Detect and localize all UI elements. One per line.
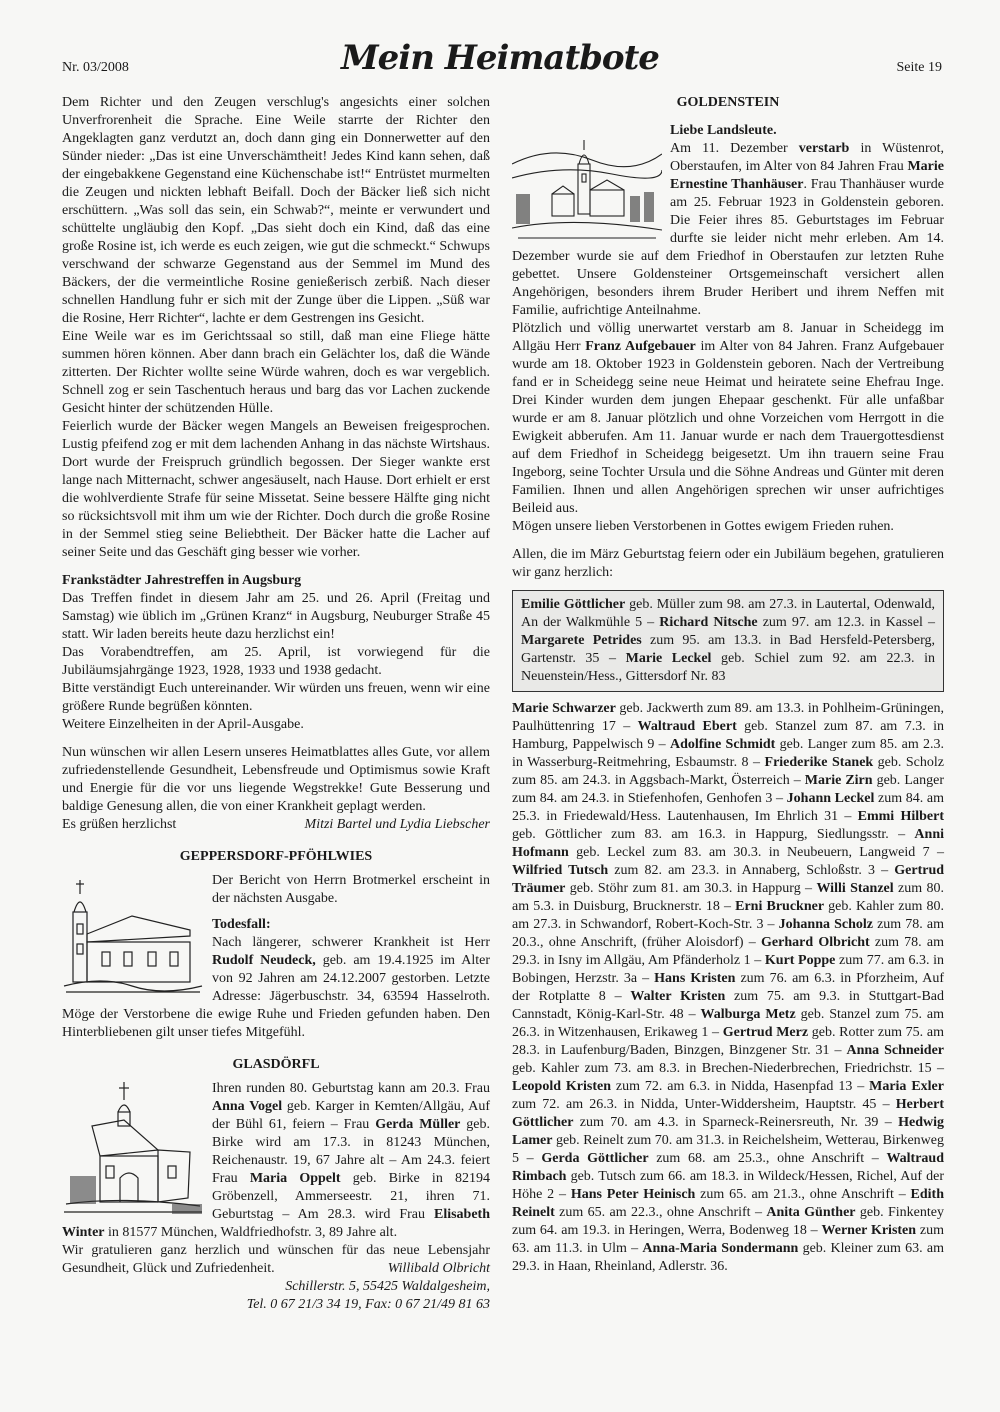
birthday-detail: geb. Kahler zum 73. am 8.3. in Brechen-Niederbrechen, Friedrichstr. 15 –	[512, 1061, 944, 1076]
person-name: Marie Leckel	[625, 651, 712, 666]
person-name: Anna Schneider	[846, 1043, 944, 1058]
person-name: Willi Stanzel	[816, 881, 894, 896]
birthday-detail: geb. Stöhr zum 81. am 30.3. in Happurg –	[565, 881, 817, 896]
birthday-detail: zum 77. am 6.3. in Bobingen, Herzstr. 3a –	[512, 953, 944, 986]
person-name: Maria Exler	[869, 1079, 944, 1094]
person-name: Hans Kristen	[654, 971, 736, 986]
birthday-detail: geb. Langer zum 84. am 24.3. in Stiefenhofen, Genhofen 3 –	[512, 773, 944, 806]
death-notice-text: Nach längerer, schwerer Krankheit ist Herr Rudolf Neudeck, geb. am 19.4.1925 im Alter von 92 Jahren am 24.12.2007 gestorben. Letzte Adresse: Jägerbuschstr. 34, 63594 Hasselroth. Möge der Verstorbene die ewige Ruhe und Frieden gefunden haben. Den Hinterbliebenen gilt unser tiefes Mitgefühl.	[62, 935, 490, 1040]
person-name: Erni Bruckner	[735, 899, 825, 914]
frankstaedter-heading: Frankstädter Jahrestreffen in Augsburg	[62, 573, 302, 588]
deceased-name: Rudolf Neudeck,	[212, 953, 316, 968]
page-number: Seite 19	[896, 60, 942, 75]
birthday-detail: geb. Langer zum 85. am 2.3. in Wasserburg-Reitmehring, Esbaumstr. 8 –	[512, 737, 944, 770]
person-name: Walburga Metz	[700, 1007, 796, 1022]
obituary-thanhaeuser: Am 11. Dezember verstarb in Wüstenrot, Oberstaufen, im Alter von 84 Jahren Frau Marie Ernestine Thanhäuser. Frau Thanhäuser wurde am 25. Februar 1923 in Goldenstein geboren. Die Feier ihres 85. Geburtstages im Februar durfte sie leider nicht mehr erleben. Am 14. Dezember wurde sie auf dem Friedhof in Oberstaufen zur letzten Ruhe gebettet. Unsere Goldensteiner Ortsgemeinschaft versichert allen Angehörigen, besonders ihrem Bruder Heribert und ihrem Neffen mit Familie, aufrichtige Anteilnahme.	[512, 141, 944, 318]
birthday-detail: geb. Stanzel zum 87. am 7.3. in Hamburg, Pappelwisch 9 –	[512, 719, 944, 752]
birthday-detail: zum 78. am 20.3., ohne Anschrift, (früher Aloisdorf) –	[512, 917, 944, 950]
person-name: Walter Kristen	[630, 989, 726, 1004]
birthday-intro: Allen, die im März Geburtstag feiern oder ein Jubiläum begehen, gratulieren wir ganz herzlich:	[512, 547, 944, 580]
church-illustration	[62, 872, 204, 996]
person-name: Hedwig Lamer	[512, 1115, 944, 1148]
person-name: Gertrud Merz	[722, 1025, 809, 1040]
person-name: Margarete Petrides	[521, 633, 642, 648]
goldenstein-heading: GOLDENSTEIN	[676, 95, 780, 110]
person-name: Herbert Göttlicher	[512, 1097, 944, 1130]
birthday-detail: geb. Kahler zum 80. am 27.3. in Schwandorf, Robert-Koch-Str. 3 –	[512, 899, 944, 932]
glasdoerfl-address: Schillerstr. 5, 55425 Waldalgesheim,	[285, 1279, 490, 1294]
birthday-detail: zum 68. am 25.3., ohne Anschrift –	[648, 1151, 887, 1166]
person-name: Johanna Scholz	[778, 917, 873, 932]
condolence-line: Mögen unsere lieben Verstorbenen in Gottes ewigem Frieden ruhen.	[512, 519, 894, 534]
birthday-detail: zum 72. am 26.3. in Nidda, Unter-Widdersheim, Hauptstr. 45 –	[512, 1097, 896, 1112]
person-name: Edith Reinelt	[512, 1187, 945, 1220]
birthday-detail: geb. Göttlicher zum 83. am 16.3. in Happurg, Siedlungsstr. –	[512, 827, 915, 842]
person-name: Gerhard Olbricht	[761, 935, 870, 950]
story-paragraph: Feierlich wurde der Bäcker wegen Mangels an Beweisen freigesprochen. Lustig pfeifend zog er mit dem lachenden Anhang in das nächste Wirtshaus. Dort wurde der Freispruch gründlich begossen. Der Sieger wankte erst lange nach Mitternacht, schwer angesäuselt, nach Hause. Dort erhielt er erst die wohlverdiente Strafe für seine Missetat. Seine bessere Hälfte ging nicht so rücksichtsvoll mit ihm um wie der Richter. Doch durch die große Rosine in der Semmel stieg seine Beliebtheit. Der Bäcker hatte die Lacher auf seiner Seite und das Geschäft ging besser wie vorher.	[62, 419, 490, 560]
birthday-detail: geb. Tutsch zum 66. am 18.3. in Wildeck/Hessen, Richel, Auf der Höhe 2 –	[512, 1169, 944, 1202]
person-name: Franz Aufgebauer	[585, 339, 696, 354]
glasdoerfl-birthdays: Ihren runden 80. Geburtstag kann am 20.3. Frau Anna Vogel geb. Karger in Kemten/Allgäu, Auf der Bühl 61, feiern – Frau Gerda Müller geb. Birke wird am 17.3. in 81243 München, Reichenaustr. 19, 67 Jahre alt – Am 24.3. feiert Frau Maria Oppelt geb. Birke in 82194 Gröbenzell, Ammerseestr. 21, ihren 71. Geburtstag – Am 28.3. wird Frau Elisabeth Winter in 81577 München, Waldfriedhofstr. 3, 89 Jahre alt.	[62, 1081, 491, 1240]
birthday-detail: zum 84. am 25.3. in Friedewald/Hess. Lautenhausen, Im Ehrlich 31 –	[512, 791, 944, 824]
birthday-detail: geb. Reinelt zum 70. am 31.3. in Reichelsheim, Wetterau, Birkenweg 5 –	[512, 1133, 944, 1166]
glasdoerfl-phone: Tel. 0 67 21/3 34 19, Fax: 0 67 21/49 81 63	[246, 1297, 490, 1312]
person-name: Marie Schwarzer	[512, 701, 616, 716]
left-column	[62, 94, 490, 1314]
obituary-aufgebauer: Plötzlich und völlig unerwartet verstarb am 8. Januar in Scheidegg im Allgäu Herr Franz Aufgebauer im Alter von 84 Jahren. Franz Aufgebauer wurde am 18. Oktober 1923 in Goldenstein geboren. Nach der Vertreibung fand er in Scheidegg seine neue Heimat und heiratete seine Ehefrau Inge. Drei Kinder wurden dem jungen Ehepaar geschenkt. Für alle unfaßbar wurde er am 8. Januar plötzlich und ohne Vorzeichen vom Herrgott in die Ewigkeit abberufen. Am 11. Januar wurde er nach dem Trauergottesdienst auf dem Friedhof in Scheidegg beigesetzt. Um ihn trauern seine Frau Ingeborg, seine Tochter Ursula und die Söhne Andreas und Günter mit deren Familien. Ihnen und allen Angehörigen sprechen wir unser aufrichtiges Beileid aus.	[512, 321, 944, 516]
death-notice-heading: Todesfall:	[212, 917, 271, 932]
issue-number: Nr. 03/2008	[62, 60, 129, 75]
goldenstein-greeting: Liebe Landsleute.	[670, 123, 777, 138]
frankstaedter-paragraph: Weitere Einzelheiten in der April-Ausgabe.	[62, 717, 304, 732]
glasdoerfl-heading: GLASDÖRFL	[232, 1057, 320, 1072]
masthead-title: Mein Heimatbote	[341, 38, 659, 78]
glasdoerfl-wishes: Wir gratulieren ganz herzlich und wünschen für das neue Lebensjahr Gesundheit, Glück und Zufriedenheit.	[62, 1243, 490, 1276]
birthday-detail: zum 63. am 11.3. in Ulm –	[512, 1223, 944, 1256]
person-name: Gerda Müller	[375, 1117, 461, 1132]
birthday-highlight-box: Emilie Göttlicher geb. Müller zum 98. am 27.3. in Lautertal, Odenwald, An der Walkmühle 5 – Richard Nitsche zum 97. am 12.3. in Kassel – Margarete Petrides zum 95. am 13.3. in Bad Hersfeld-Petersberg, Gartenstr. 35 – Marie Leckel geb. Schiel zum 92. am 22.3. in Neuenstein/Hess., Gittersdorf Nr. 83	[512, 590, 944, 692]
birthday-detail: geb. Rotter zum 75. am 28.3. in Laufenburg/Baden, Binzgen, Binzgener Str. 31 –	[512, 1025, 944, 1058]
geppersdorf-note: Der Bericht von Herrn Brotmerkel erscheint in der nächsten Ausgabe.	[212, 873, 490, 906]
person-name: Maria Oppelt	[249, 1171, 341, 1186]
frankstaedter-paragraph: Bitte verständigt Euch untereinander. Wir würden uns freuen, wenn wir eine größere Runde begrüßen könnten.	[62, 681, 490, 714]
birthday-detail: zum 75. am 9.3. in Stuttgart-Bad Cannstadt, König-Karl-Str. 48 –	[512, 989, 945, 1022]
birthday-detail: geb. Scholz zum 85. am 24.3. in Aggsbach-Markt, Österreich –	[512, 755, 944, 788]
glasdoerfl-signature: Willibald Olbricht	[387, 1261, 490, 1276]
birthday-detail: zum 65. am 21.3., ohne Anschrift –	[695, 1187, 911, 1202]
greeting-text: Es grüßen herzlichst	[62, 817, 177, 832]
person-name: Emilie Göttlicher	[521, 597, 626, 612]
greeting-signature: Mitzi Bartel und Lydia Liebscher	[304, 817, 490, 832]
person-name: Elisabeth Winter	[62, 1207, 490, 1240]
person-name: Marie Zirn	[804, 773, 873, 788]
person-name: Hans Peter Heinisch	[570, 1187, 696, 1202]
person-name: Emmi Hilbert	[857, 809, 944, 824]
birthday-detail: zum 70. am 4.3. in Sparneck-Reinersreuth, Nr. 39 –	[573, 1115, 899, 1130]
person-name: Leopold Kristen	[512, 1079, 612, 1094]
person-name: Gerda Göttlicher	[541, 1151, 649, 1166]
person-name: Anna Vogel	[212, 1099, 283, 1114]
person-name: Richard Nitsche	[659, 615, 758, 630]
chapel-illustration	[62, 1080, 204, 1222]
glasdoerfl-section	[62, 1080, 490, 1314]
person-name: Marie Ernestine Thanhäuser	[670, 159, 944, 192]
person-name: Friederike Stanek	[764, 755, 874, 770]
wishes-paragraph: Nun wünschen wir allen Lesern unseres Heimatblattes alles Gute, vor allem zufriedenstellende Gesundheit, Lebensfreude und Optimismus sowie Kraft und Energie für die vor uns liegende Wegstrekke! Gute Besserung und baldige Genesung allen, die von einer Krankheit geplagt werden.	[62, 745, 490, 814]
person-name: Adolfine Schmidt	[669, 737, 776, 752]
person-name: Anita Günther	[766, 1205, 856, 1220]
person-name: Anni Hofmann	[512, 827, 944, 860]
birthday-detail: geb. Jackwerth zum 89. am 13.3. in Pohlheim-Grüningen, Paulhüttenring 17 –	[512, 701, 944, 734]
person-name: Kurt Poppe	[764, 953, 836, 968]
birthday-detail: zum 65. am 22.3., ohne Anschrift –	[554, 1205, 767, 1220]
story-paragraph: Dem Richter und den Zeugen verschlug's angesichts einer solchen Unverfrorenheit die Sprache. Eine Weile starrte der Richter den Angeklagten ganz verdutzt an, doch dann ging ein Donnerwetter auf den Sünder nieder: „Das ist eine Unverschämtheit! Jedes Kind kann sehen, daß der eingebakkene Gegenstand eine Küchenschabe ist!“ Entrüstet murmelten die Zeugen und nickten lebhaft Beifall. Doch der Bäcker ließ sich nicht erschüttern. „Was soll das sein, ein Schwab?“, meinte er verwundert und schüttelte ungläubig den Kopf. „Das sieht doch ein Kind, daß das eine große Rosine ist, ich werde es euch zeigen, wie gut die schmeckt.“ Schwups verschwand der schwarze Gegenstand aus der Semmel im Mund des Bäckers, der die vermeintliche Rosine genießerisch zerbiß. Nach dieser schnellen Handlung fuhr er sich mit der Zunge über die Lippen. „Süß war die Rosine, Herr Richter“, lachte er dem Gestrengen ins Gesicht.	[62, 95, 490, 326]
village-illustration	[512, 134, 662, 242]
birthday-detail: geb. Stanzel zum 75. am 26.3. in Witzenhausen, Erikaweg 1 –	[512, 1007, 944, 1040]
birthday-list	[512, 700, 944, 1276]
person-name: Anna-Maria Sondermann	[642, 1241, 799, 1256]
birthday-detail: geb. Leckel zum 83. am 30.3. in Neubeuern, Langweid 7 –	[568, 845, 944, 860]
birthday-detail: zum 72. am 6.3. in Nidda, Hasenpfad 13 –	[611, 1079, 870, 1094]
birthday-detail: zum 78. am 29.3. in Isny im Allgäu, Am Pfänderholz 1 –	[512, 935, 944, 968]
geppersdorf-heading: GEPPERSDORF-PFÖHLWIES	[179, 849, 373, 864]
right-column	[512, 94, 944, 1276]
birthday-detail: zum 76. am 6.3. in Pforzheim, Auf der Rotplatte 8 –	[512, 971, 944, 1004]
frankstaedter-paragraph: Das Vorabendtreffen, am 25. April, ist vorwiegend für die Jubiläumsjahrgänge 1923, 1928, 1933 und 1938 gedacht.	[62, 645, 490, 678]
birthday-detail: zum 82. am 23.3. in Annaberg, Schloßstr. 3 –	[608, 863, 895, 878]
story-paragraph: Eine Weile war es im Gerichtssaal so still, daß man eine Fliege hätte summen hören können. Aber dann brach ein Gelächter los, daß die Wände zitterten. Der Richter wollte seine Würde wahren, doch es war vergeblich. Schnell zog er sein Taschentuch heraus und barg das vor Lachen zuckende Gesicht hinter der schützenden Hülle.	[62, 329, 490, 416]
geppersdorf-section	[62, 872, 490, 1042]
person-name: Gertrud Träumer	[512, 863, 945, 896]
birthday-detail: geb. Finkentey zum 64. am 19.3. in Heringen, Werra, Bodenweg 18 –	[512, 1205, 944, 1238]
person-name: Werner Kristen	[821, 1223, 917, 1238]
birthday-detail: geb. Kleiner zum 63. am 29.3. in Haan, Rheinland, Adlerstr. 36.	[512, 1241, 944, 1274]
greeting-row	[62, 816, 490, 834]
person-name: Johann Leckel	[786, 791, 875, 806]
frankstaedter-paragraph: Das Treffen findet in diesem Jahr am 25. und 26. April (Freitag und Samstag) wie üblich im „Grünen Kranz“ in Augsburg, Neuburger Straße 45 statt. Wir laden bereits heute dazu herzlichst ein!	[62, 591, 490, 642]
birthday-detail: zum 80. am 5.3. in Duisburg, Brucknerstr. 18 –	[512, 881, 945, 914]
person-name: Waltraud Rimbach	[512, 1151, 945, 1184]
person-name: Waltraud Ebert	[637, 719, 737, 734]
person-name: Wilfried Tutsch	[512, 863, 609, 878]
